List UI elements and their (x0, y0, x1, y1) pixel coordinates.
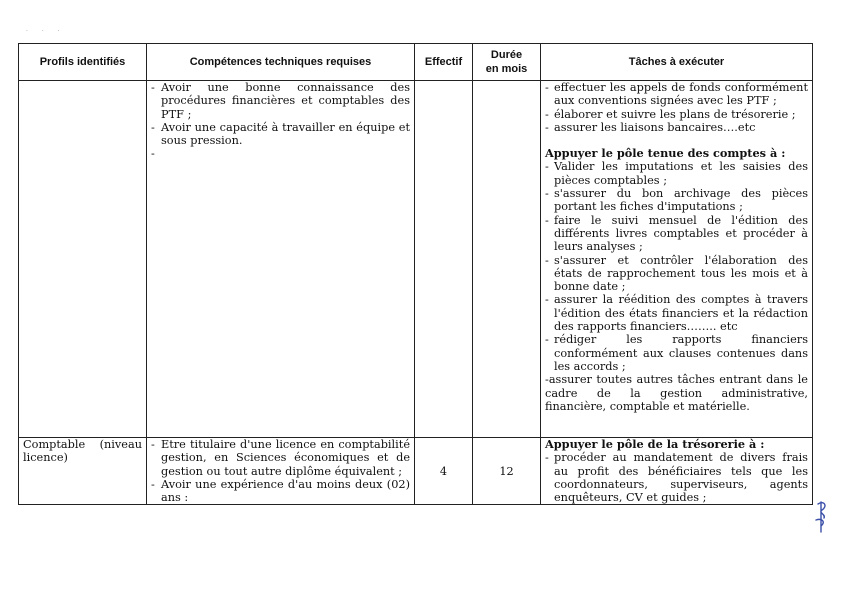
list-item: - Avoir une capacité à travailler en équipe et sous pression. (151, 121, 410, 148)
signature-initials (812, 498, 832, 536)
table-header-row (19, 44, 813, 81)
list-item: - assurer la réédition des comptes à travers l'édition des états financiers et la rédaction des rapports financiers…….. etc (545, 293, 808, 333)
list-item: - Avoir une bonne connaissance des procédures financières et comptables des PTF ; (151, 81, 410, 121)
table-row (19, 438, 813, 505)
effectif-cell (415, 81, 473, 438)
list-item: - s'assurer du bon archivage des pièces portant les fiches d'imputations ; (545, 187, 808, 214)
taches-cell (541, 438, 813, 505)
taches-cell (541, 81, 813, 438)
header-effectif: Effectif (415, 44, 473, 81)
scan-marks: · · · (26, 28, 66, 35)
effectif-cell: 4 (415, 438, 473, 505)
list-item: - faire le suivi mensuel de l'édition des différents livres comptables et procéder à leurs analyses ; (545, 214, 808, 254)
header-profils: Profils identifiés (19, 44, 147, 81)
duree-cell: 12 (473, 438, 541, 505)
list-item: - Avoir une expérience d'au moins deux (02) ans : (151, 478, 410, 505)
profiles-table (18, 43, 813, 505)
list-item: - élaborer et suivre les plans de trésorerie ; (545, 108, 808, 121)
list-item: - rédiger les rapports financiers conformément aux clauses contenues dans les accords ; (545, 333, 808, 373)
header-duree-line1: Durée (490, 49, 523, 61)
header-taches: Tâches à exécuter (541, 44, 813, 81)
list-item: - effectuer les appels de fonds conformément aux conventions signées avec les PTF ; (545, 81, 808, 108)
profile-cell: Comptable (niveau licence) (19, 438, 147, 505)
header-duree (473, 44, 541, 81)
header-duree-line2: en mois (485, 63, 528, 75)
list-item: - Etre titulaire d'une licence en comptabilité gestion, en Sciences économiques et de gestion ou tout autre diplôme équivalent ; (151, 438, 410, 478)
competences-cell (147, 438, 415, 505)
profile-cell (19, 81, 147, 438)
list-item-last: -assurer toutes autres tâches entrant dans le cadre de la gestion administrative, financière, comptable et matérielle. (545, 373, 808, 413)
list-item: - Valider les imputations et les saisies des pièces comptables ; (545, 160, 808, 187)
list-item: - procéder au mandatement de divers frais au profit des bénéficiaires tels que les coordonnateurs, superviseurs, agents enquêteurs, CV et guides ; (545, 451, 808, 504)
duree-cell (473, 81, 541, 438)
table-row (19, 81, 813, 438)
section-title: Appuyer le pôle tenue des comptes à : (545, 146, 786, 161)
list-item: - assurer les liaisons bancaires….etc (545, 121, 808, 134)
header-competences: Compétences techniques requises (147, 44, 415, 81)
section-title: Appuyer le pôle de la trésorerie à : (545, 437, 765, 451)
list-item: - s'assurer et contrôler l'élaboration des états de rapprochement tous les mois et à bonne date ; (545, 254, 808, 294)
competences-cell (147, 81, 415, 438)
